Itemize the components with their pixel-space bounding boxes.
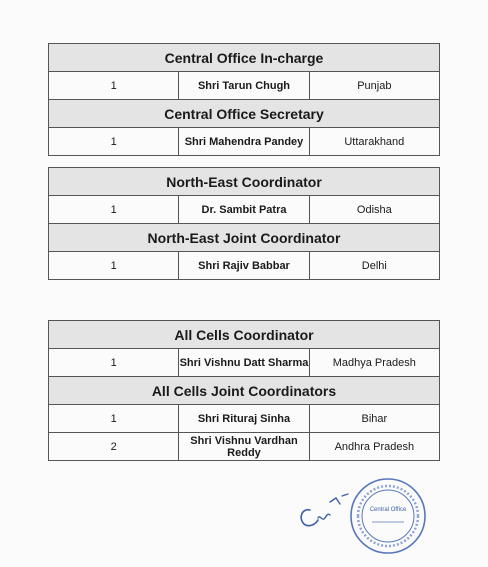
north-east-table xyxy=(48,167,440,280)
section-heading-row xyxy=(49,377,440,405)
person-name: Shri Tarun Chugh xyxy=(179,72,309,100)
serial-number: 1 xyxy=(49,72,179,100)
state-name: Bihar xyxy=(309,405,439,433)
section-heading-row xyxy=(49,168,440,196)
table-row xyxy=(49,72,440,100)
section-heading: Central Office Secretary xyxy=(49,100,440,128)
seal-stamp-icon xyxy=(348,476,428,556)
seal-label: Central Office xyxy=(369,507,407,513)
state-name: Uttarakhand xyxy=(309,128,439,156)
serial-number: 1 xyxy=(49,349,179,377)
serial-number: 1 xyxy=(49,196,179,224)
state-name: Delhi xyxy=(309,252,439,280)
person-name: Shri Rajiv Babbar xyxy=(179,252,309,280)
state-name: Madhya Pradesh xyxy=(309,349,439,377)
section-heading: All Cells Coordinator xyxy=(49,321,440,349)
state-name: Odisha xyxy=(309,196,439,224)
serial-number: 2 xyxy=(49,433,179,461)
table-row xyxy=(49,252,440,280)
table-row xyxy=(49,433,440,461)
person-name: Shri Vishnu Vardhan Reddy xyxy=(179,433,309,461)
table-row xyxy=(49,196,440,224)
table-row xyxy=(49,405,440,433)
person-name: Shri Mahendra Pandey xyxy=(179,128,309,156)
section-heading: All Cells Joint Coordinators xyxy=(49,377,440,405)
serial-number: 1 xyxy=(49,405,179,433)
section-heading-row xyxy=(49,224,440,252)
state-name: Andhra Pradesh xyxy=(309,433,439,461)
section-heading-row xyxy=(49,100,440,128)
section-heading: North-East Joint Coordinator xyxy=(49,224,440,252)
state-name: Punjab xyxy=(309,72,439,100)
section-heading: North-East Coordinator xyxy=(49,168,440,196)
central-office-table xyxy=(48,43,440,156)
person-name: Dr. Sambit Patra xyxy=(179,196,309,224)
section-heading-row xyxy=(49,321,440,349)
table-row xyxy=(49,128,440,156)
table-row xyxy=(49,349,440,377)
person-name: Shri Vishnu Datt Sharma xyxy=(179,349,309,377)
section-heading: Central Office In-charge xyxy=(49,44,440,72)
serial-number: 1 xyxy=(49,252,179,280)
all-cells-table xyxy=(48,320,440,461)
section-heading-row xyxy=(49,44,440,72)
person-name: Shri Rituraj Sinha xyxy=(179,405,309,433)
serial-number: 1 xyxy=(49,128,179,156)
